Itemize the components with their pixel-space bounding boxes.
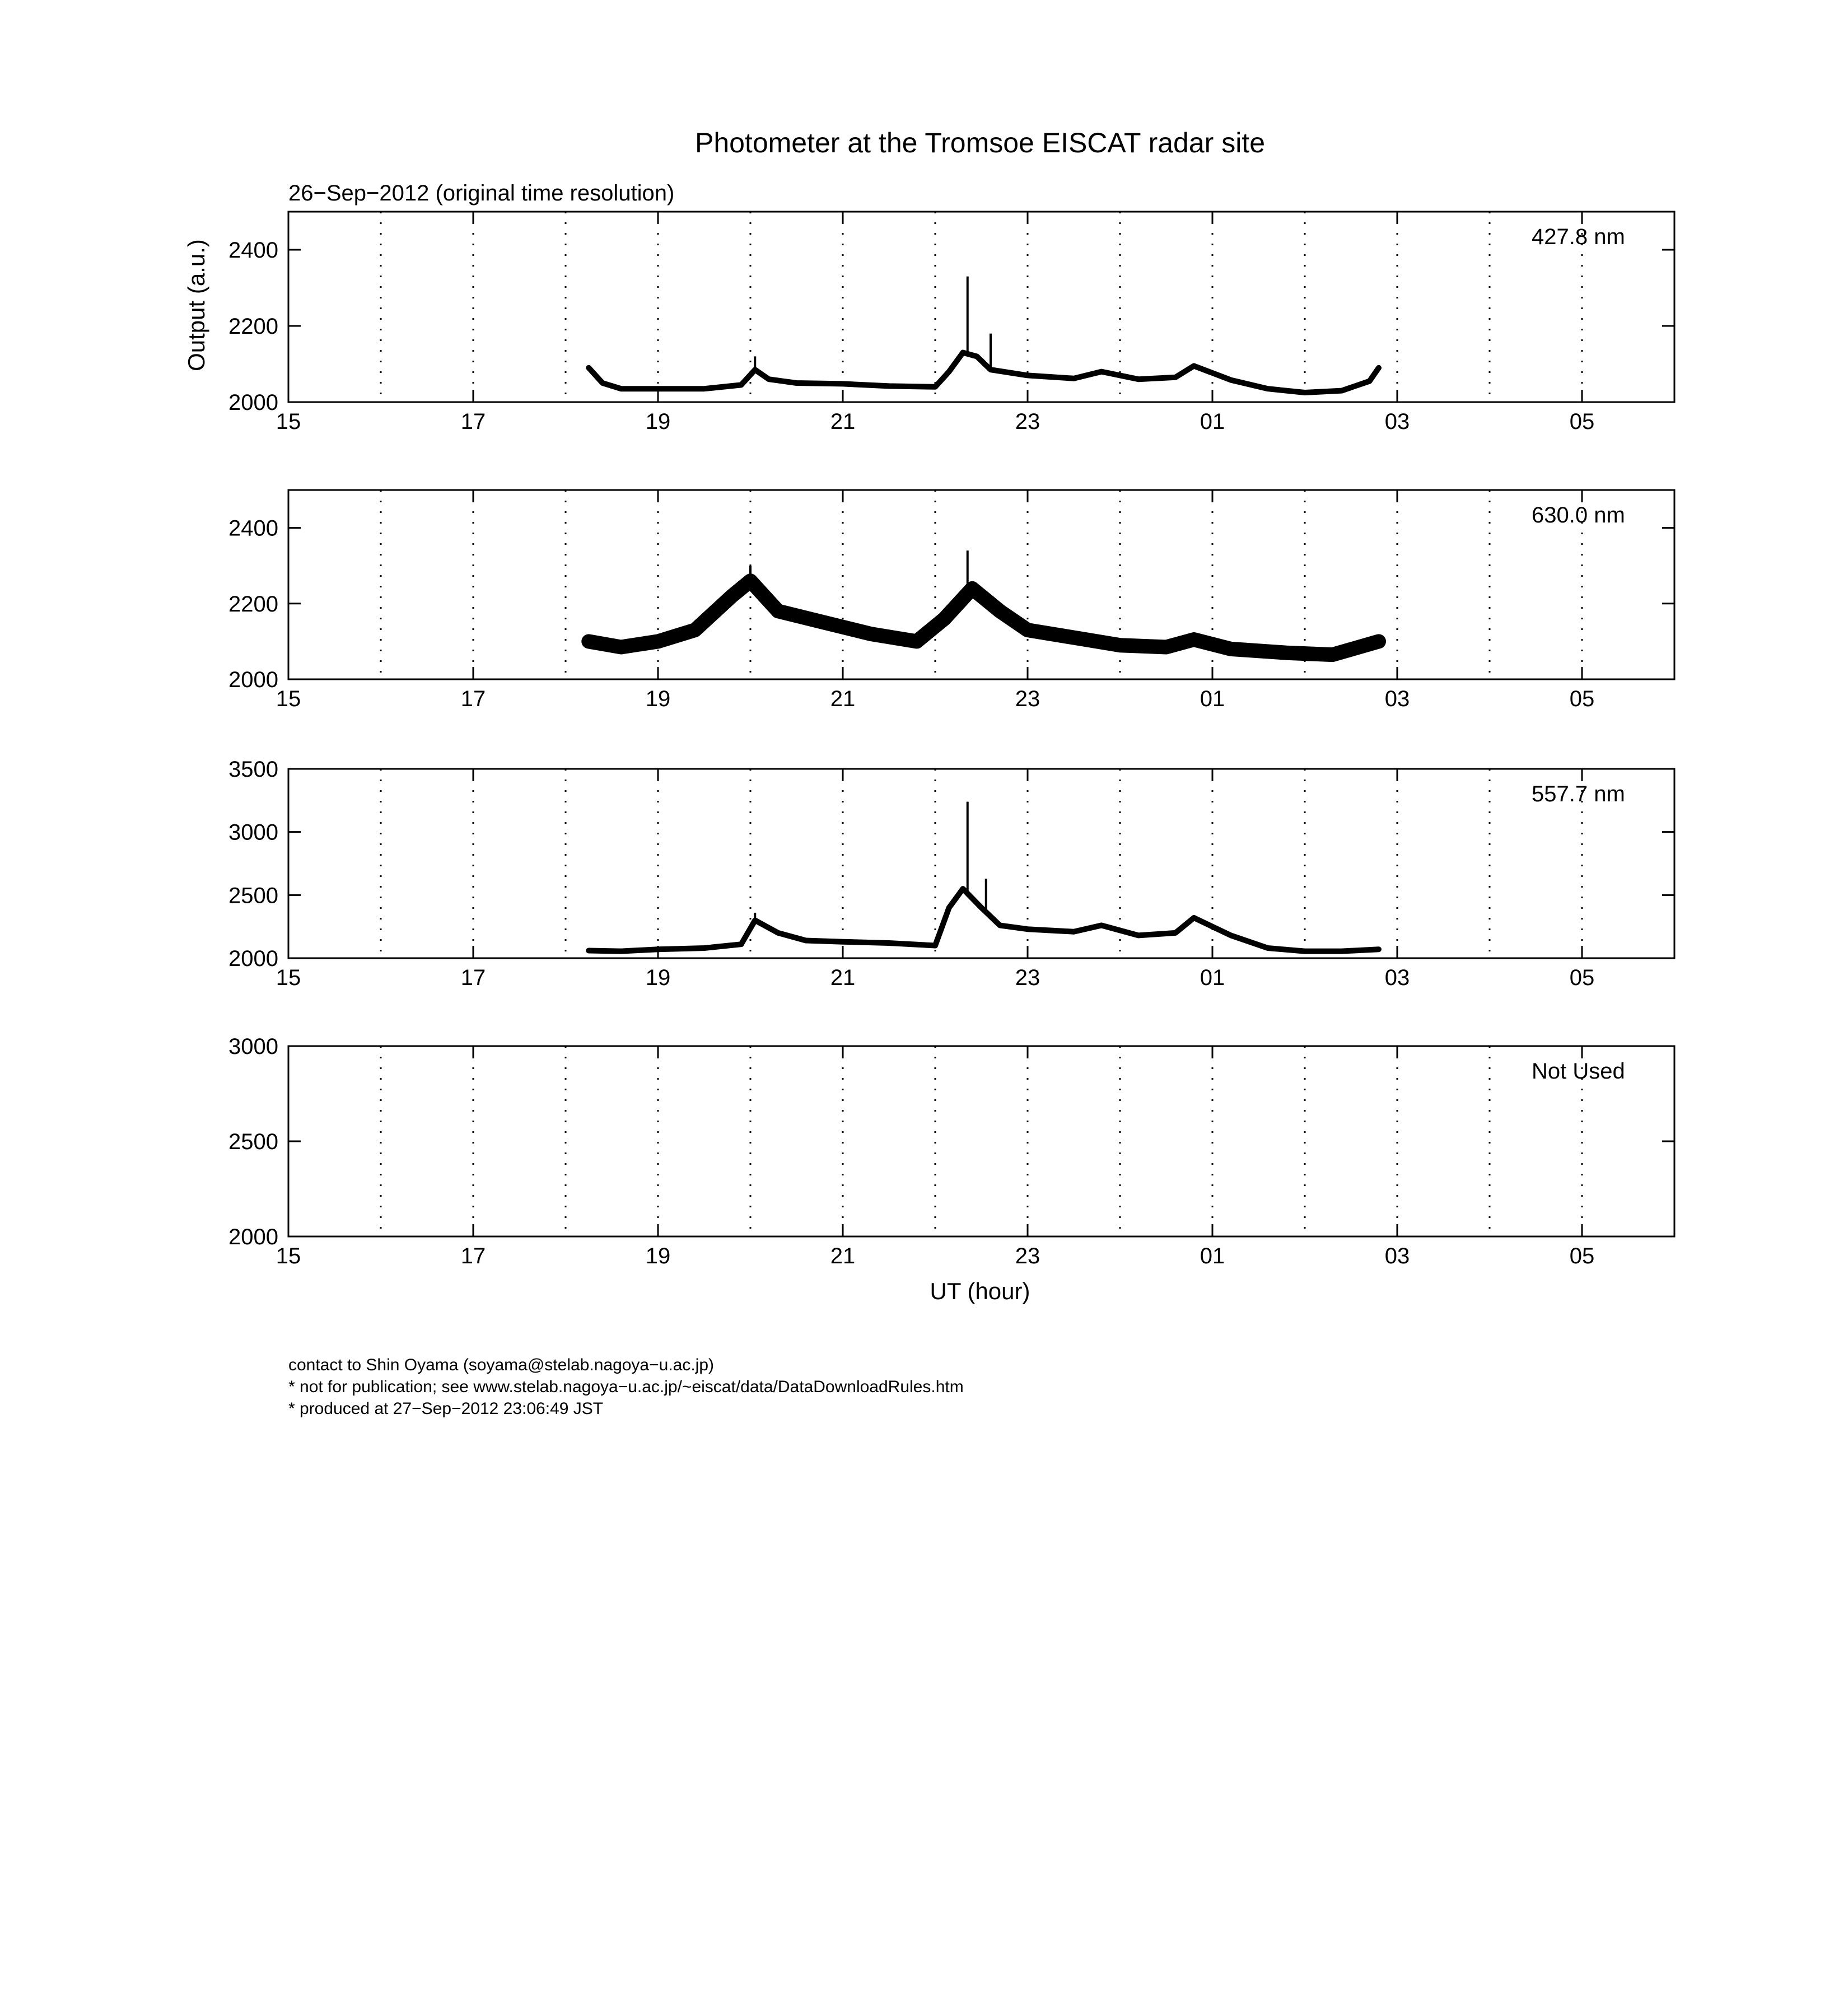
- x-tick-label: 19: [645, 1244, 671, 1268]
- panel-3: [228, 757, 1674, 990]
- figure-title: Photometer at the Tromsoe EISCAT radar site: [694, 127, 1266, 158]
- panel-1: [228, 212, 1674, 434]
- y-tick-label: 3000: [228, 1034, 278, 1059]
- x-tick-label: 03: [1384, 1244, 1410, 1268]
- x-tick-label: 01: [1200, 687, 1225, 711]
- series-line: [589, 889, 1379, 951]
- x-tick-label: 01: [1200, 965, 1225, 990]
- x-tick-label: 05: [1569, 687, 1595, 711]
- axes-box: [288, 1046, 1674, 1236]
- x-tick-label: 19: [645, 687, 671, 711]
- x-tick-label: 17: [460, 687, 486, 711]
- channel-label: 427.8 nm: [1532, 225, 1625, 249]
- x-tick-label: 19: [645, 409, 671, 434]
- panel-2: [228, 490, 1674, 711]
- x-tick-label: 03: [1384, 409, 1410, 434]
- channel-label: 630.0 nm: [1532, 503, 1625, 528]
- y-tick-label: 2000: [228, 1225, 278, 1249]
- channel-label: Not Used: [1532, 1059, 1625, 1084]
- axes-box: [288, 490, 1674, 679]
- x-tick-label: 05: [1569, 409, 1595, 434]
- y-tick-label: 2000: [228, 668, 278, 692]
- series-line: [589, 581, 1379, 655]
- channel-label: 557.7 nm: [1532, 782, 1625, 806]
- y-tick-label: 2400: [228, 516, 278, 541]
- y-tick-label: 2400: [228, 238, 278, 263]
- x-tick-label: 03: [1384, 965, 1410, 990]
- axes-box: [288, 769, 1674, 958]
- x-tick-label: 17: [460, 409, 486, 434]
- footer-publication-note: * not for publication; see www.stelab.nagoya−u.ac.jp/~eiscat/data/DataDownloadRules.htm: [288, 1378, 964, 1396]
- x-tick-label: 19: [645, 965, 671, 990]
- y-tick-label: 2000: [228, 390, 278, 415]
- panel-4: [228, 1034, 1674, 1268]
- x-tick-label: 01: [1200, 1244, 1225, 1268]
- x-axis-label: UT (hour): [930, 1278, 1030, 1304]
- figure-subtitle: 26−Sep−2012 (original time resolution): [288, 181, 675, 206]
- y-tick-label: 3000: [228, 820, 278, 845]
- x-tick-label: 17: [460, 965, 486, 990]
- x-tick-label: 23: [1015, 1244, 1040, 1268]
- x-tick-label: 21: [830, 409, 856, 434]
- x-tick-label: 21: [830, 965, 856, 990]
- series-line: [589, 353, 1379, 393]
- y-tick-label: 2500: [228, 883, 278, 908]
- x-tick-label: 15: [276, 409, 301, 434]
- panels: [228, 212, 1674, 1268]
- x-tick-label: 23: [1015, 965, 1040, 990]
- axes-box: [288, 212, 1674, 402]
- y-tick-label: 2200: [228, 591, 278, 617]
- x-tick-label: 15: [276, 1244, 301, 1268]
- x-tick-label: 23: [1015, 409, 1040, 434]
- x-tick-label: 15: [276, 687, 301, 711]
- x-tick-label: 01: [1200, 409, 1225, 434]
- x-tick-label: 23: [1015, 687, 1040, 711]
- x-tick-label: 05: [1569, 965, 1595, 990]
- footer-contact: contact to Shin Oyama (soyama@stelab.nagoya−u.ac.jp): [288, 1356, 715, 1374]
- x-tick-label: 15: [276, 965, 301, 990]
- y-tick-label: 2000: [228, 946, 278, 971]
- y-axis-label: Output (a.u.): [183, 239, 209, 371]
- footer-produced-at: * produced at 27−Sep−2012 23:06:49 JST: [288, 1399, 604, 1418]
- x-tick-label: 03: [1384, 687, 1410, 711]
- x-tick-label: 21: [830, 687, 856, 711]
- y-tick-label: 2500: [228, 1130, 278, 1154]
- y-tick-label: 2200: [228, 314, 278, 339]
- x-tick-label: 17: [460, 1244, 486, 1268]
- y-tick-label: 3500: [228, 757, 278, 782]
- x-tick-label: 05: [1569, 1244, 1595, 1268]
- x-tick-label: 21: [830, 1244, 856, 1268]
